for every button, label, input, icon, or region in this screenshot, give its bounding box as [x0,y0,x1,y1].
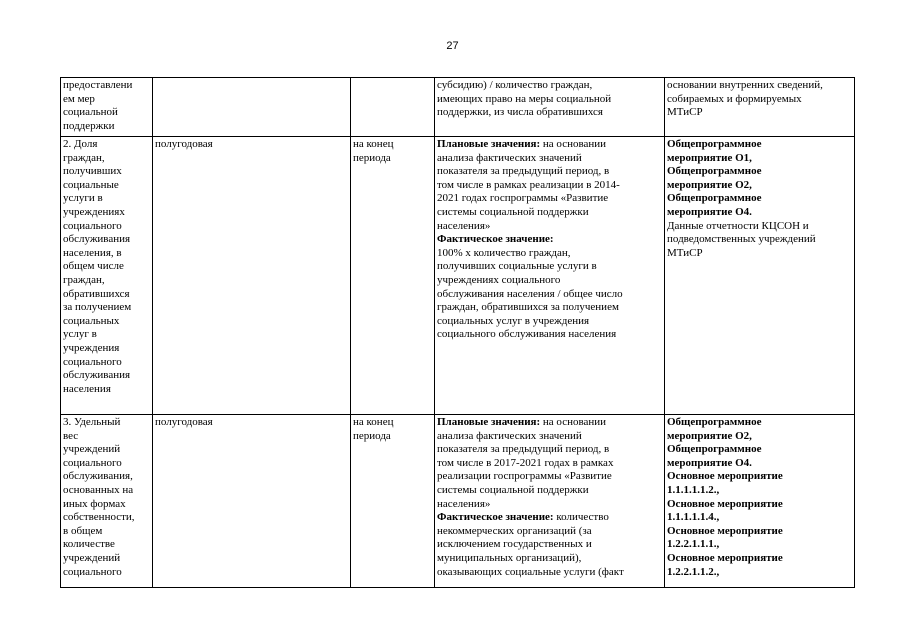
indicator-line: 3. Удельный [63,416,121,428]
source-text: собираемых и формируемых [667,92,802,105]
indicator-cell [61,415,153,588]
method-text: оказывающих социальные услуги (факт [437,565,624,578]
source-line [667,430,852,444]
method-line [437,93,662,107]
method-text: показателя за предыдущий период, в [437,165,610,178]
periodicity-cell [153,415,351,588]
method-line [437,328,662,342]
source-text: 1.1.1.1.1.2., [667,483,720,496]
method-line [437,247,662,261]
method-text: системы социальной поддержки [437,483,589,496]
method-line [437,301,662,315]
source-text: Основное мероприятие [667,470,783,483]
method-text: системы социальной поддержки [437,205,589,218]
indicator-line: собственности, [63,511,135,524]
moment-cell [351,415,435,588]
moment-line: периода [353,151,391,164]
method-cell [435,415,665,588]
table-row [61,137,855,415]
source-line [667,484,852,498]
indicator-line: граждан, [63,273,105,286]
method-line [437,165,662,179]
source-line [667,206,852,220]
source-text: Общепрограммное [667,165,762,178]
method-text: реализации госпрограммы «Развитие [437,470,612,483]
source-line [667,179,852,193]
source-line [667,247,852,261]
source-text: Общепрограммное [667,443,762,456]
source-text: мероприятие О1, [667,151,752,164]
indicator-line: социального [63,456,122,469]
indicator-line: граждан, [63,151,105,164]
source-text: Основное мероприятие [667,551,783,564]
indicator-line: населения, в [63,246,122,259]
source-line [667,498,852,512]
source-text: подведомственных учреждений [667,233,816,246]
source-line [667,93,852,107]
indicator-line: получивших [63,165,122,178]
indicator-line: социального [63,565,122,578]
method-line [437,552,662,566]
indicator-cell [61,78,153,137]
source-line [667,457,852,471]
source-line [667,443,852,457]
source-line [667,470,852,484]
moment-line: периода [353,429,391,442]
source-line [667,511,852,525]
source-text: Общепрограммное [667,192,762,205]
indicator-line: социальные [63,178,119,191]
source-text: мероприятие О4. [667,456,752,469]
source-line [667,192,852,206]
indicator-line: услуги в [63,192,103,205]
indicator-line: социального [63,219,122,232]
source-line [667,538,852,552]
method-line [437,152,662,166]
method-line [437,457,662,471]
method-line [437,79,662,93]
indicator-line: основанных на [63,483,134,496]
indicator-line: учреждений [63,551,121,564]
source-line [667,152,852,166]
method-line [437,206,662,220]
method-text: некоммерческих организаций (за [437,524,592,537]
periodicity-text: полугодовая [155,138,213,150]
source-line [667,138,852,152]
method-line [437,498,662,512]
source-line [667,165,852,179]
method-text: населения» [437,497,491,510]
method-text: получивших социальные услуги в [437,260,597,273]
method-text: учреждениях социального [437,273,561,286]
method-line [437,220,662,234]
method-text: анализа фактических значений [437,151,582,164]
method-line [437,260,662,274]
source-text: МТиСР [667,246,703,259]
method-line [437,525,662,539]
method-line [437,192,662,206]
indicator-line: за получением [63,301,132,314]
indicator-line: социального [63,355,122,368]
method-text-tail: на основании [540,416,607,428]
method-line [437,416,662,430]
source-line [667,552,852,566]
method-line [437,443,662,457]
moment-line: на конец [353,416,394,428]
indicator-line: поддержки [63,119,115,132]
method-text: поддержки, из числа обратившихся [437,106,603,119]
source-line [667,416,852,430]
source-text: Основное мероприятие [667,524,783,537]
method-line [437,538,662,552]
method-cell [435,78,665,137]
moment-cell [351,78,435,137]
method-text-tail: на основании [540,138,607,150]
indicator-line: социальной [63,106,118,119]
periodicity-text: полугодовая [155,416,213,428]
source-line [667,79,852,93]
indicator-line: учреждения [63,341,120,354]
indicator-line: 2. Доля [63,138,98,150]
source-cell [665,137,855,415]
method-line [437,106,662,120]
source-line [667,220,852,234]
periodicity-cell [153,137,351,415]
method-line [437,315,662,329]
indicator-line: обслуживания [63,369,131,382]
moment-line: на конец [353,138,394,150]
method-text: социальных услуг в учреждения [437,314,590,327]
source-text: основании внутренних сведений, [667,79,823,91]
method-text: Фактическое значение: [437,511,554,524]
source-line [667,233,852,247]
method-text: имеющих право на меры социальной [437,92,612,105]
indicators-table [60,77,855,588]
indicator-line: предоставлени [63,79,133,91]
method-text: субсидию) / количество граждан, [437,79,593,91]
method-line [437,288,662,302]
method-text: граждан, обратившихся за получением [437,301,619,314]
indicator-line: количестве [63,538,115,551]
source-text: МТиСР [667,106,703,119]
source-text: Данные отчетности КЦСОН и [667,219,809,232]
method-text: показателя за предыдущий период, в [437,443,610,456]
source-cell [665,415,855,588]
indicator-line: социальных [63,314,120,327]
method-text: обслуживания населения / общее число [437,287,623,300]
indicator-line: общем числе [63,260,124,273]
method-line [437,430,662,444]
method-text: исключением государственных и [437,538,592,551]
method-line [437,274,662,288]
source-text: 1.1.1.1.1.4., [667,511,720,524]
method-line [437,138,662,152]
method-line [437,470,662,484]
periodicity-cell [153,78,351,137]
method-line [437,179,662,193]
method-text: Плановые значения: [437,416,541,428]
method-line [437,484,662,498]
source-text: мероприятие О4. [667,205,752,218]
indicator-cell [61,137,153,415]
method-text: 100% х количество граждан, [437,246,571,259]
page-number: 27 [446,40,459,52]
source-text: 1.2.2.1.1.2., [667,565,720,578]
indicator-line: услуг в [63,328,97,341]
table-row [61,415,855,588]
source-cell [665,78,855,137]
indicator-line: в общем [63,524,103,537]
indicator-line: иных формах [63,497,126,510]
method-text: социального обслуживания населения [437,328,617,341]
source-text: Общепрограммное [667,416,762,428]
table-row [61,78,855,137]
method-text: населения» [437,219,491,232]
method-text: анализа фактических значений [437,429,582,442]
method-text-tail: количество [553,511,609,524]
source-line [667,525,852,539]
indicator-line: обратившихся [63,287,130,300]
indicator-line: ем мер [63,92,95,105]
method-line [437,511,662,525]
method-cell [435,137,665,415]
source-text: Общепрограммное [667,138,762,150]
method-text: Плановые значения: [437,138,541,150]
indicator-line: вес [63,429,79,442]
source-text: мероприятие О2, [667,178,752,191]
indicator-line: населения [63,382,111,395]
method-text: Фактическое значение: [437,233,554,246]
source-text: 1.2.2.1.1.1., [667,538,720,551]
method-text: муниципальных организаций), [437,551,582,564]
indicator-line: учреждений [63,443,121,456]
source-text: Основное мероприятие [667,497,783,510]
method-line [437,233,662,247]
source-text: мероприятие О2, [667,429,752,442]
method-text: том числе в 2017-2021 годах в рамках [437,456,614,469]
method-text: том числе в рамках реализации в 2014- [437,178,620,191]
source-line [667,106,852,120]
method-text: 2021 годах госпрограммы «Развитие [437,192,609,205]
indicator-line: учреждениях [63,205,125,218]
source-line [667,566,852,580]
indicator-line: обслуживания, [63,470,133,483]
method-line [437,566,662,580]
indicator-line: обслуживания [63,233,131,246]
moment-cell [351,137,435,415]
